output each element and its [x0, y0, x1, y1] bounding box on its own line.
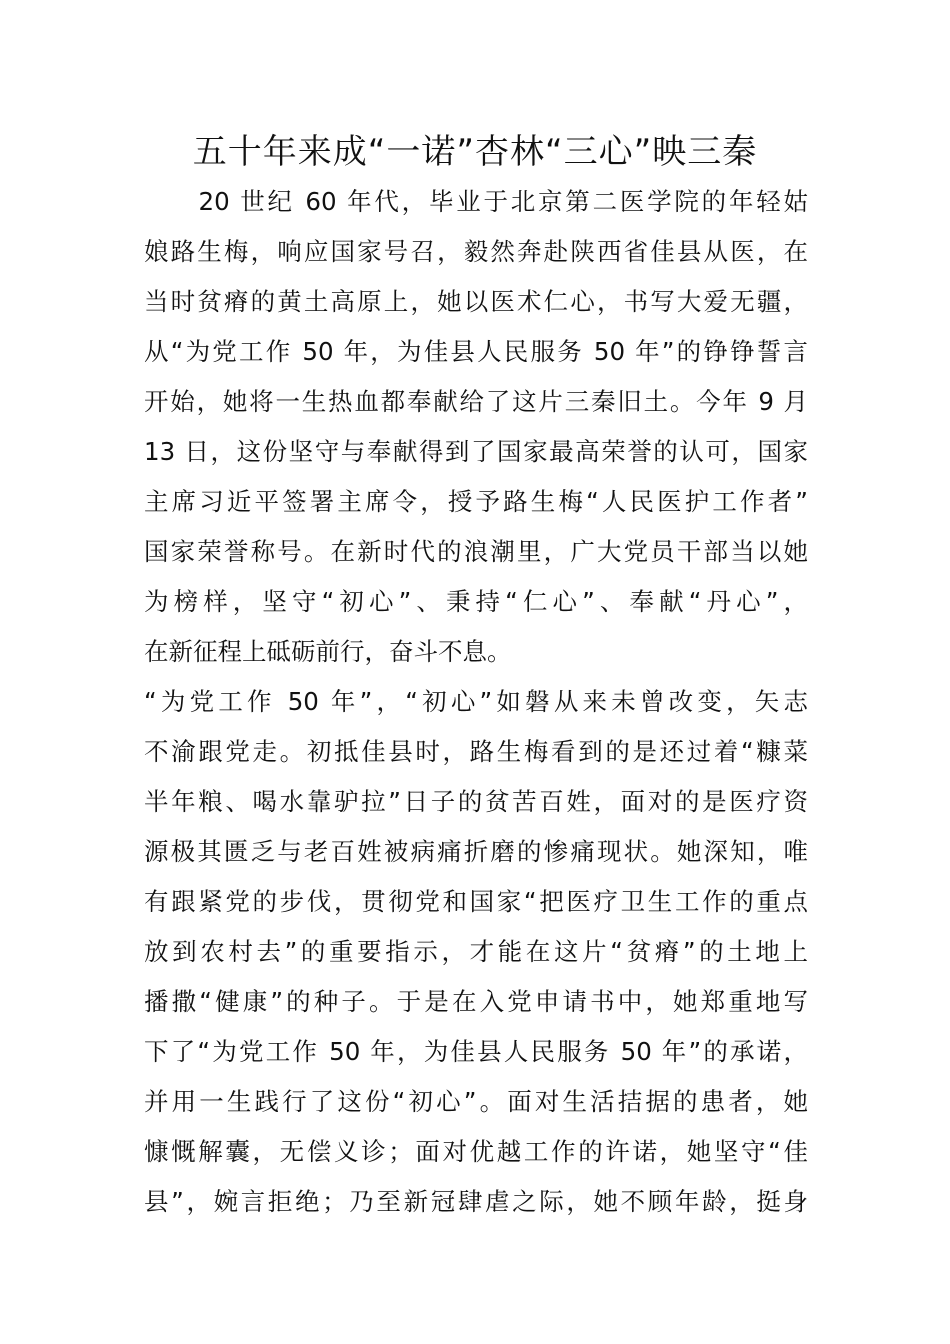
document-body [144, 177, 808, 1227]
body-line: 半年粮、喝水靠驴拉”日子的贫苦百姓，面对的是医疗资 [144, 787, 808, 816]
body-line: 放到农村去”的重要指示，才能在这片“贫瘠”的土地上 [144, 937, 808, 966]
body-line: 县”，婉言拒绝；乃至新冠肆虐之际，她不顾年龄，挺身 [144, 1187, 808, 1216]
body-line: 为榜样，坚守“初心”、秉持“仁心”、奉献“丹心”， [144, 587, 808, 616]
body-line: “为党工作 50 年”，“初心”如磐从来未曾改变，矢志 [144, 687, 808, 716]
body-line: 在新征程上砥砺前行，奋斗不息。 [144, 637, 512, 666]
body-line: 娘路生梅，响应国家号召，毅然奔赴陕西省佳县从医，在 [144, 237, 808, 266]
body-line: 主席习近平签署主席令，授予路生梅“人民医护工作者” [144, 487, 808, 516]
body-line: 13 日，这份坚守与奉献得到了国家最高荣誉的认可，国家 [144, 437, 808, 466]
body-line: 播撒“健康”的种子。于是在入党申请书中，她郑重地写 [144, 987, 808, 1016]
document-title: 五十年来成“一诺”杏林“三心”映三秦 [192, 132, 758, 172]
body-line: 源极其匮乏与老百姓被病痛折磨的惨痛现状。她深知，唯 [144, 837, 808, 866]
body-line: 国家荣誉称号。在新时代的浪潮里，广大党员干部当以她 [144, 537, 808, 566]
body-line: 慷慨解囊，无偿义诊；面对优越工作的许诺，她坚守“佳 [144, 1137, 808, 1166]
body-line: 20 世纪 60 年代，毕业于北京第二医学院的年轻姑 [144, 187, 808, 216]
body-line: 下了“为党工作 50 年，为佳县人民服务 50 年”的承诺， [144, 1037, 808, 1066]
body-line: 当时贫瘠的黄土高原上，她以医术仁心，书写大爱无疆， [144, 287, 808, 316]
body-line: 不渝跟党走。初抵佳县时，路生梅看到的是还过着“糠菜 [144, 737, 808, 766]
body-line: 开始，她将一生热血都奉献给了这片三秦旧土。今年 9 月 [144, 387, 808, 416]
body-line: 有跟紧党的步伐，贯彻党和国家“把医疗卫生工作的重点 [144, 887, 808, 916]
body-line: 并用一生践行了这份“初心”。面对生活拮据的患者，她 [144, 1087, 808, 1116]
body-line: 从“为党工作 50 年，为佳县人民服务 50 年”的铮铮誓言 [144, 337, 808, 366]
